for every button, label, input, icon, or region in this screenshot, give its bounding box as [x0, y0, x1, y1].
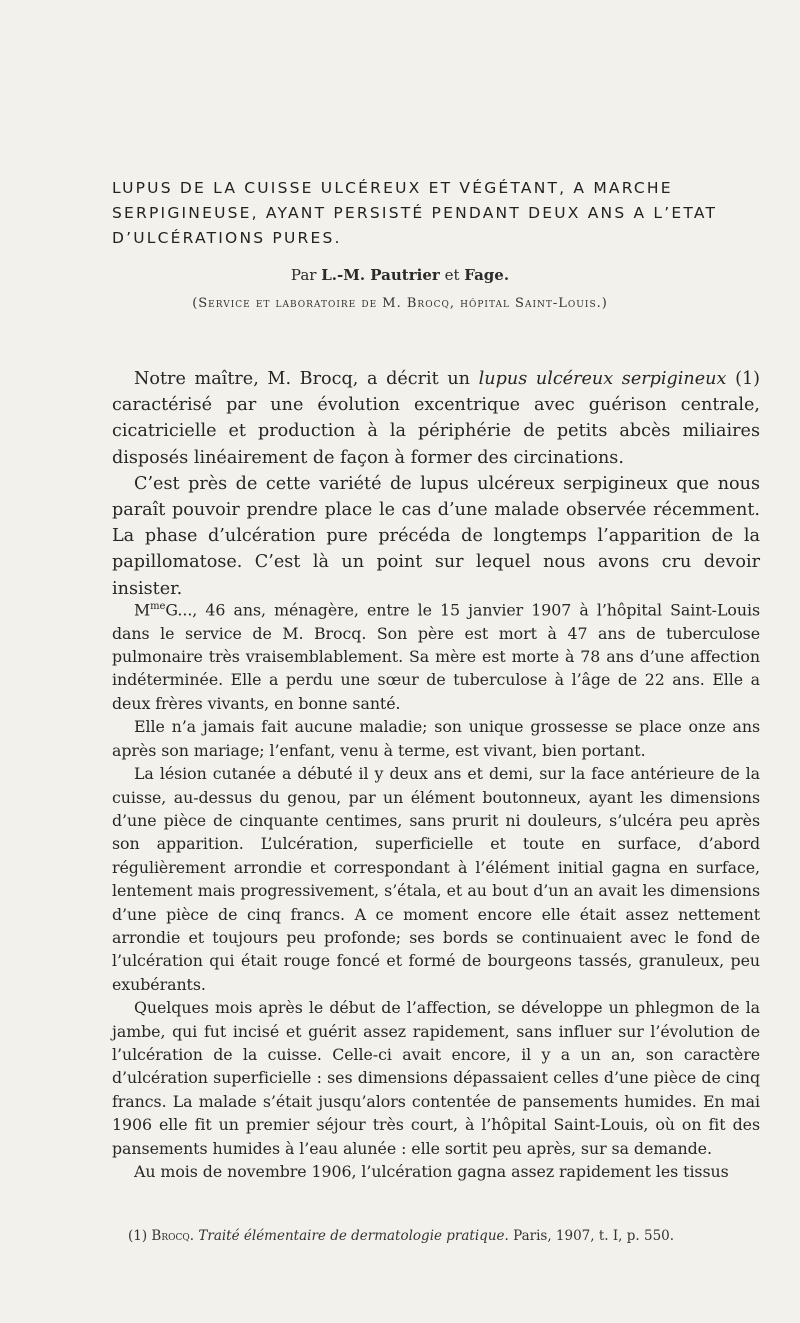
authors-prefix: Par [290, 266, 317, 284]
article-title: LUPUS DE LA CUISSE ULCÉREUX ET VÉGÉTANT, A MARCHE SERPIGINEUSE, AYANT PERSISTÉ PENDANT DEUX ANS A L’ETAT D’ULCÉRATIONS PURES. [112, 179, 718, 247]
footnote-work: Traité élémentaire de dermatologie pratique. [198, 1228, 509, 1244]
case-paragraph-3: La lésion cutanée a débuté il y deux ans et demi, sur la face antérieure de la cuisse, au-dessus du genou, par un élément boutonneux, ayant les dimensions d’une pièce de cinquante centimes, sans prurit ni douleurs, s’ulcéra peu après son apparition. L’ulcération, superficielle et toute en surface, d’abord régulièrement arrondie et correspondant à l’élément initial gagna en surface, lentement mais progressivement, s’étala, et au bout d’un an avait les dimensions d’une pièce de cinq francs. A ce moment encore elle était assez nettement arrondie et toujours peu profonde; ses bords se continuaient avec le fond de l’ulcération qui était rouge foncé et formé de bourgeons tassés, granuleux, peu exubérants. [112, 764, 760, 994]
case-paragraph-1: $M^{me}G$..., 46 ans, ménagère, entre le 15 janvier 1907 à l’hôpital Saint-Louis dans le service de M. Brocq. Son père est mort à 47 ans de tuberculose pulmonaire très vraisemblablement. Sa mère est morte à 78 ans d’une affection indéterminée. Elle a perdu une sœur de tuberculose à l’âge de 22 ans. Elle a deux frères vivants, en bonne santé. [112, 600, 760, 713]
footnote-author: Brocq. [151, 1228, 195, 1244]
footnote-details: Paris, 1907, t. I, p. 550. [513, 1228, 675, 1244]
author-fage: Fage. [464, 266, 510, 284]
service-affiliation: (Service et laboratoire de M. Brocq, hôpital Saint-Louis.) [192, 296, 608, 311]
case-report-section [112, 595, 760, 1183]
authors-join: et [444, 266, 460, 284]
lupus-term: lupus ulcéreux serpigineux [478, 369, 727, 389]
intro-paragraph-1: Notre maître, M. Brocq, a décrit un lupus ulcéreux serpigineux (1) caractérisé par une évolution excentrique avec guérison centrale, cicatricielle et production à la périphérie de petits abcès miliaires disposés linéairement de façon à former des circinations. [112, 369, 760, 468]
author-pautrier: L.-M. Pautrier [321, 266, 440, 284]
intro-paragraph-2: C’est près de cette variété de lupus ulcéreux serpigineux que nous paraît pouvoir prendre place le cas d’une malade observée récemment. La phase d’ulcération pure précéda de longtemps l’apparition de la papillomatose. C’est là un point sur lequel nous avons cru devoir insister. [112, 473, 760, 599]
footnote [112, 1228, 772, 1244]
footnote-marker: (1) [128, 1228, 148, 1244]
intro-section [112, 366, 760, 602]
case-paragraph-2: Elle n’a jamais fait aucune maladie; son unique grossesse se place onze ans après son mariage; l’enfant, venu à terme, est vivant, bien portant. [112, 717, 760, 760]
case-paragraph-4: Quelques mois après le début de l’affection, se développe un phlegmon de la jambe, qui fut incisé et guérit assez rapidement, sans influer sur l’évolution de l’ulcération de la cuisse. Celle-ci avait encore, il y a un an, son caractère d’ulcération superficielle : ses dimensions dépassaient celles d’une pièce de cinq francs. La malade s’était jusqu’alors contentée de pansements humides. En mai 1906 elle fit un premier séjour très court, à l’hôpital Saint-Louis, où on fit des pansements humides à l’eau alunée : elle sortit peu après, sur sa demande. [112, 998, 760, 1158]
article-authors [0, 266, 800, 284]
case-paragraph-5: Au mois de novembre 1906, l’ulcération gagna assez rapidement les tissus [134, 1162, 729, 1182]
